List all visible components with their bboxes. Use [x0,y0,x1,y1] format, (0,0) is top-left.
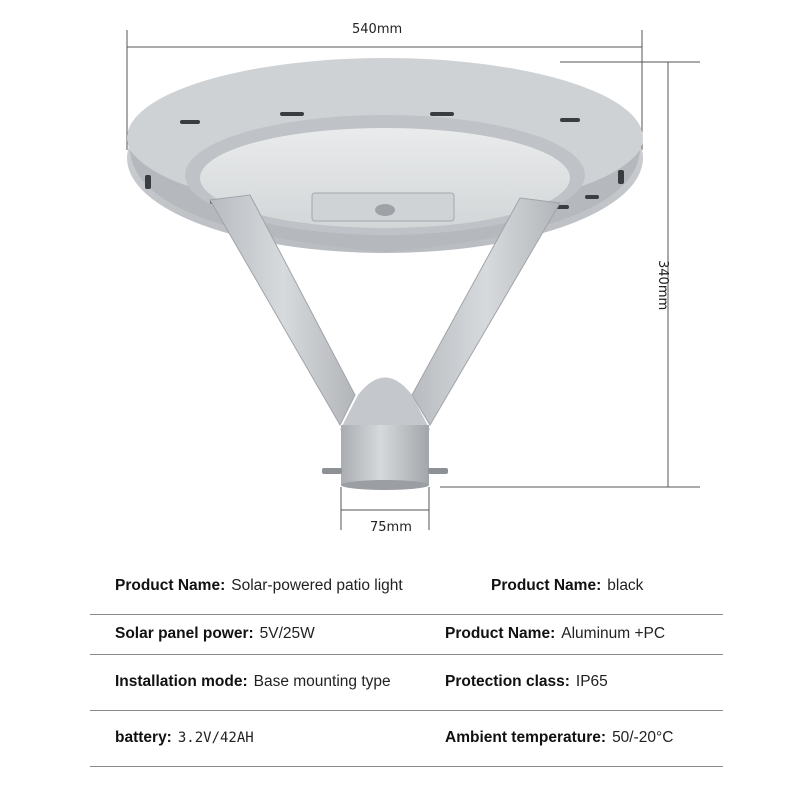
spec-label: Installation mode: [115,673,248,690]
spec-label: Protection class: [445,673,570,690]
spec-row [90,614,723,655]
spec-value: Aluminum +PC [561,625,666,642]
lamp-head [127,58,643,253]
spec-value: Base mounting type [253,673,391,690]
base-label: 75mm [370,520,412,535]
spec-cell [115,654,391,710]
spec-row [90,558,723,615]
spec-cell [445,654,608,710]
spec-cell [445,710,673,766]
spec-cell [445,614,665,654]
spec-value: black [607,577,644,594]
spec-value: 3.2V/42AH [177,730,254,746]
spec-cell [115,558,403,614]
width-label: 540mm [352,22,403,37]
spec-label: Solar panel power: [115,625,254,642]
spec-value: 50/-20°C [612,729,674,746]
spec-row [90,654,723,711]
spec-label: battery: [115,729,172,746]
spec-row [90,710,723,767]
spec-cell [115,710,254,766]
spec-cell [491,558,643,614]
height-label: 340mm [655,260,670,311]
spec-label: Ambient temperature: [445,729,607,746]
spec-value: IP65 [575,673,608,690]
spec-label: Product Name: [115,577,226,594]
spec-label: Product Name: [445,625,556,642]
spec-cell [115,614,315,654]
spec-value: 5V/25W [259,625,315,642]
spec-label: Product Name: [491,577,602,594]
spec-value: Solar-powered patio light [231,577,403,594]
